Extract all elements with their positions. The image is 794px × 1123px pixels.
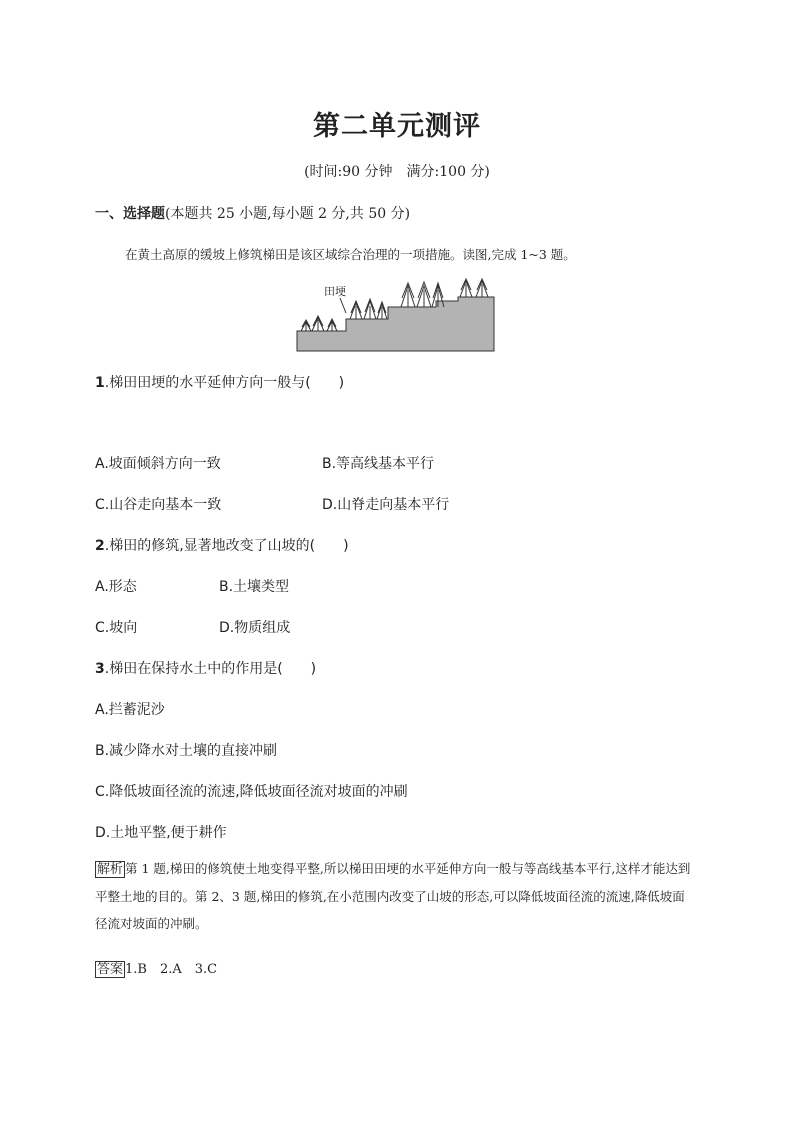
terrace-terrain (297, 297, 494, 351)
terrace-diagram (296, 276, 498, 354)
answer-text: 1.B 2.A 3.C (125, 962, 218, 977)
q2-option-d[interactable]: D.物质组成 (219, 620, 291, 636)
question-text: .梯田在保持水土中的作用是( ) (104, 661, 317, 677)
q2-option-c[interactable]: C.坡向 (95, 620, 138, 636)
analysis-tag: 解析 (97, 862, 124, 877)
terrace-figure (296, 276, 498, 358)
q2-option-b[interactable]: B.土壤类型 (219, 579, 290, 595)
q3-option-c[interactable]: C.降低坡面径流的流速,降低坡面径流对坡面的冲刷 (95, 784, 408, 800)
analysis-block (95, 855, 695, 937)
question-number: 1 (95, 375, 105, 391)
q1-option-d[interactable]: D.山脊走向基本平行 (322, 497, 450, 513)
q1-option-b[interactable]: B.等高线基本平行 (322, 456, 435, 472)
question-text: .梯田的修筑,显著地改变了山坡的( ) (104, 538, 349, 554)
question-number: 3 (95, 661, 105, 677)
section-detail: (本题共 25 小题,每小题 2 分,共 50 分) (165, 206, 411, 222)
q2-option-a[interactable]: A.形态 (95, 579, 137, 595)
q3-option-b[interactable]: B.减少降水对土壤的直接冲刷 (95, 743, 278, 759)
question-1 (95, 372, 344, 392)
section-heading (95, 203, 410, 223)
question-3 (95, 658, 316, 678)
question-number: 2 (95, 538, 105, 554)
ridge-pointer (340, 298, 346, 313)
q3-option-d[interactable]: D.土地平整,便于耕作 (95, 825, 227, 841)
section-label: 选择题 (123, 206, 165, 222)
answer-block (95, 958, 217, 977)
q1-option-c[interactable]: C.山谷走向基本一致 (95, 497, 222, 513)
ridge-label: 田埂 (324, 285, 346, 298)
q3-option-a[interactable]: A.拦蓄泥沙 (95, 702, 165, 718)
question-text: .梯田田埂的水平延伸方向一般与( ) (104, 375, 345, 391)
exam-info: (时间:90 分钟 满分:100 分) (304, 164, 490, 180)
page-title: 第二单元测评 (313, 111, 481, 142)
answer-tag: 答案 (97, 962, 124, 977)
analysis-text: 第 1 题,梯田的修筑使土地变得平整,所以梯田田埂的水平延伸方向一般与等高线基本平行,这样才能达到平整土地的目的。第 2、3 题,梯田的修筑,在小范围内改变了山坡的形态,可以降低坡面径流的流速,降低坡面径流对坡面的冲刷。 (95, 861, 691, 931)
section-number: 一、 (95, 206, 123, 222)
q1-option-a[interactable]: A.坡面倾斜方向一致 (95, 456, 221, 472)
question-intro: 在黄土高原的缓坡上修筑梯田是该区域综合治理的一项措施。读图,完成 1~3 题。 (125, 247, 576, 262)
question-2 (95, 535, 349, 555)
